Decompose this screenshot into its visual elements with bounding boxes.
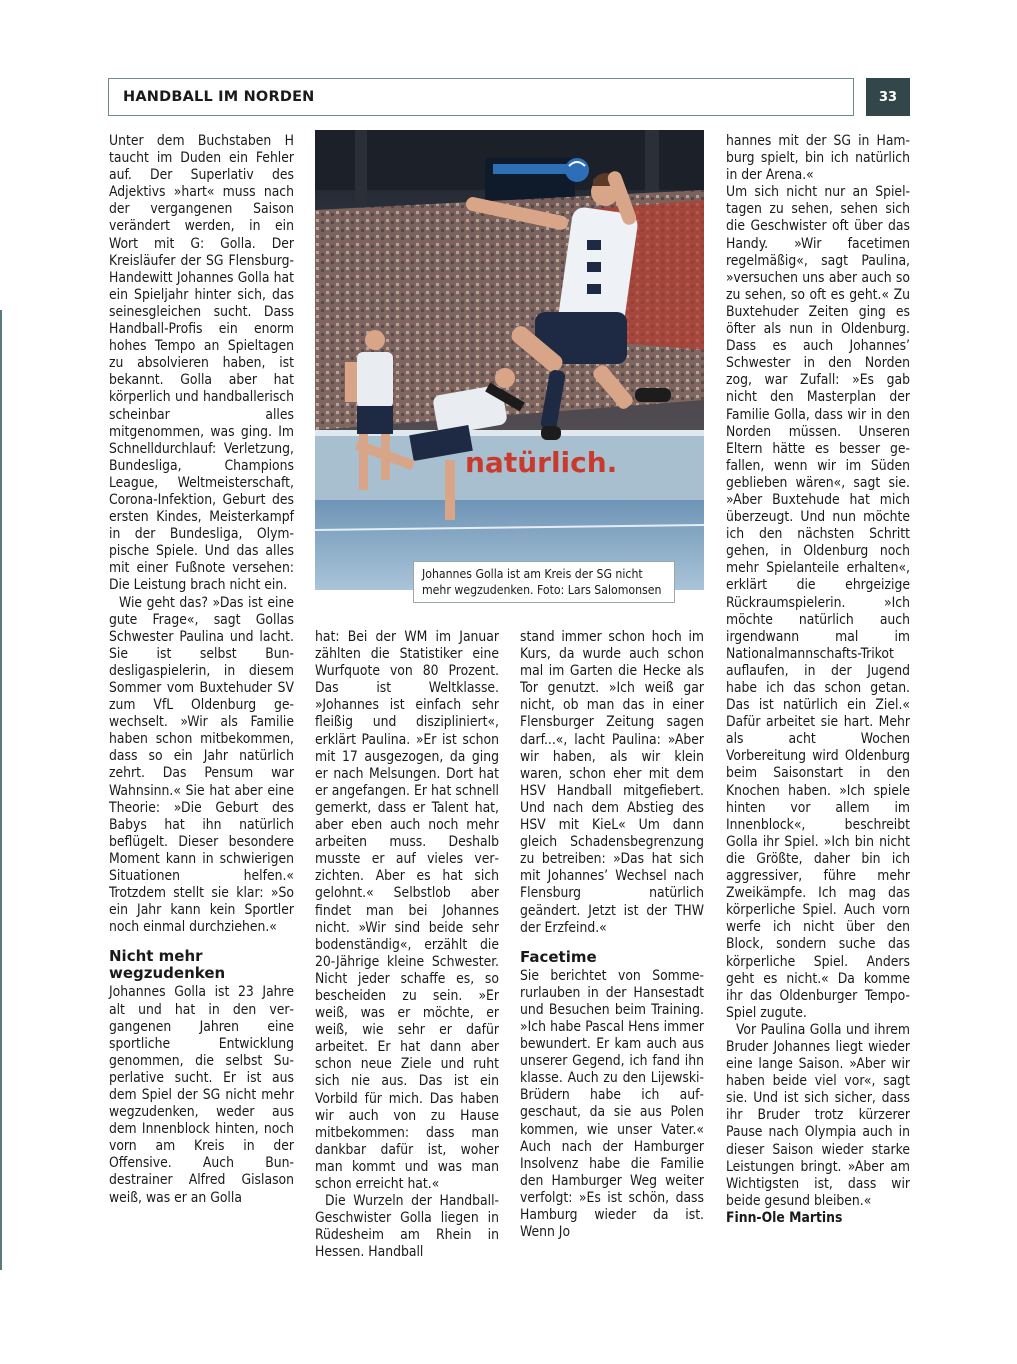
paragraph: Sie berichtet von Sommerurlauben in der Hansestadt und Besuchen beim Training. »Ich habe Pascal Hens immer bewundert. Er kam auch aus unserer Gegend, ich fand ihn klasse. Auch zu den Lijewski-Brüdern habe ich aufgeschaut, da sie aus Polen kommen, wie unser Vater.« Auch nach der Hamburger Insolvenz habe die Familie den Hamburger Weg weiter verfolgt: »Es ist schön, dass Hamburg wieder da ist. Wenn Jo — [520, 967, 704, 1241]
paragraph: Die Wurzeln der Handball-Geschwister Golla liegen in Rüdesheim am Rhein in Hessen. Handball — [315, 1193, 499, 1261]
subheading: Facetime — [520, 947, 597, 966]
section-title: HANDBALL IM NORDEN — [123, 89, 315, 105]
paragraph: Um sich nicht nur an Spieltagen zu sehen, sehen sich die Geschwister oft über das Handy. »Wir facetimen regelmäßig«, sagt Paulina, »versuchen uns aber auch so zu sehen, so oft es geht.« Zu Buxtehuder Zeiten ging es öfter als nun in Oldenburg. Dass es auch Johannes’ Schwester in den Norden zog, war Zufall: »Es gab nicht den Masterplan der Familie Golla, dass wir in den Norden müssen. Unseren Eltern hätte es besser gefallen, wenn wir im Süden geblieben wären«, sagt sie. »Aber Buxtehude hat mich überzeugt. Und nun möchte ich den nächsten Schritt gehen, in Oldenburg noch mehr Spielanteile erhalten«, erklärt die ehrgeizige Rückraumspielerin. »Ich möchte natürlich auch irgendwann mal im Nationalmannschafts-Trikot auflaufen, in der Jugend habe ich das schon getan. Das ist natürlich ein Ziel.« Dafür arbeitet sie hart. Mehr als acht Wochen Vorbereitung wird Oldenburg beim Saisonstart in den Knochen haben. »Ich spiele hinten vor allem im Innenblock«, beschreibt Golla ihr Spiel. »Ich bin nicht die Größte, daher bin ich aggressiver, führe mehr Zweikämpfe. Ich mag das körperliche Spiel. Auch vorn werfe ich nicht über den Block, sondern suche das körperliche Spiel. Anders geht es nicht.« Da komme ihr das Oldenburger Tempo-Spiel zugute. — [726, 184, 910, 1021]
paragraph: Johannes Golla ist 23 Jahre alt und hat in den vergangenen Jahren eine sportliche Entwicklung genommen, die selbst Superlative sucht. Er ist aus dem Spiel der SG nicht mehr wegzudenken, weder aus dem Innenblock hinten, noch vorn am Kreis in der Offensive. Auch Bundestrainer Alfred Gislason weiß, was er an Golla — [109, 984, 294, 1206]
handball-photo-illustration — [315, 130, 704, 590]
paragraph: hat: Bei der WM im Januar zählten die Statistiker eine Wurfquote von 80 Prozent. Das ist Weltklasse. »Johannes ist einfach sehr fleißig und diszipliniert«, erklärt Paulina. »Er ist schon mit 17 ausgezogen, da ging er nach Melsungen. Dort hat er angefangen. Er hat schnell gemerkt, dass er Talent hat, aber eben auch noch mehr arbeiten muss. Deshalb musste er auf vieles verzichten. Aber es hat sich gelohnt.« Selbstlob aber findet man bei Johannes nicht. »Wir sind beide sehr bodenständig«, erzählt die 20-Jährige kleine Schwester. Nicht jeder schaffe es, so bescheiden zu sein. »Er weiß, was er möchte, er weiß, wie sehr er dafür arbeitet. Er hat dann aber schon neue Ziele und ruht sich nie aus. Das ist ein Vorbild für mich. Das haben wir auch von zu Hause mitbekommen: dass man dankbar dafür ist, woher man kommt und was man schon erreicht hat.« — [315, 629, 499, 1192]
author-byline: Finn-Ole Martins — [726, 1209, 843, 1226]
paragraph: Unter dem Buchstaben H taucht im Duden ein Fehler auf. Der Superlativ des Adjektivs »hart« muss nach der vergangenen Saison verändert werden, in ein Wort mit G: Golla. Der Kreisläufer der SG Flensburg-Handewitt Johannes Golla hat ein Spieljahr hinter sich, das seinesgleichen sucht. Dass Handball-Profis ein enorm hohes Tempo an Spieltagen zu absolvieren haben, ist bekannt. Golla aber hat körperlich und handballerisch scheinbar alles mitgenommen, was ging. Im Schnelldurchlauf: Verletzung, Bundesliga, Champions League, Weltmeisterschaft, Corona-Infektion, Geburt des ersten Kindes, Meisterkampf in der Bundesliga, Olympische Spiele. Und das alles mit einer Fußnote versehen: Die Leistung brach nicht ein. — [109, 133, 294, 594]
section-header — [108, 78, 854, 116]
paragraph: stand immer schon hoch im Kurs, da wurde auch schon mal im Garten die Hecke als Tor genutzt. »Ich weiß gar nicht, ob man das in einer Flensburger Zeitung sagen darf...«, lacht Paulina: »Aber wir haben, als wir klein waren, schon eher mit dem HSV Handball mitgefiebert. Und nach dem Abstieg des HSV mit KieL« Um dann gleich Schadensbegrenzung zu betreiben: »Das hat sich mit Johannes’ Wechsel nach Flensburg natürlich geändert. Jetzt ist der THW der Erzfeind.« — [520, 629, 704, 936]
article-column-1 — [109, 133, 294, 1207]
paragraph: hannes mit der SG in Hamburg spielt, bin ich natürlich in der Arena.« — [726, 133, 910, 184]
paragraph: Wie geht das? »Das ist eine gute Frage«, sagt Gollas Schwester Paulina und lacht. Sie ist selbst Bundesligaspielerin, in diesem Sommer vom Buxtehuder SV zum VfL Oldenburg gewechselt. »Wir als Familie haben schon mitbekommen, dass so ein Jahr natürlich zehrt. Das Pensum war Wahnsinn.« Sie hat aber eine Theorie: »Die Geburt des Babys hat ihn natürlich beflügelt. Dieser besondere Moment kann in schwierigen Situationen helfen.« Trotzdem stellt sie klar: »So ein Jahr kann kein Sportler noch einmal durchziehen.« — [109, 594, 294, 936]
photo-caption: Johannes Golla ist am Kreis der SG nicht mehr wegzudenken. Foto: Lars Salomonsen — [413, 561, 675, 603]
article-column-3 — [520, 629, 704, 1241]
banner-text: natürlich. — [465, 446, 618, 479]
subheading: Nicht mehr wegzudenken — [109, 947, 226, 983]
paragraph: Vor Paulina Golla und ihrem Bruder Johannes liegt wieder eine lange Saison. »Aber wir haben beide viel vor«, sagt sie. Und ist sich sicher, dass ihr Bruder trotz kürzerer Pause nach Olympia auch in dieser Saison wieder starke Leistungen bringt. »Aber am Wichtigsten ist, dass wir beide gesund bleiben.« — [726, 1021, 910, 1209]
article-column-4 — [726, 133, 910, 1227]
page-number: 33 — [866, 78, 910, 116]
margin-rule — [0, 310, 2, 1270]
article-photo — [315, 130, 704, 590]
article-column-2 — [315, 629, 499, 1261]
